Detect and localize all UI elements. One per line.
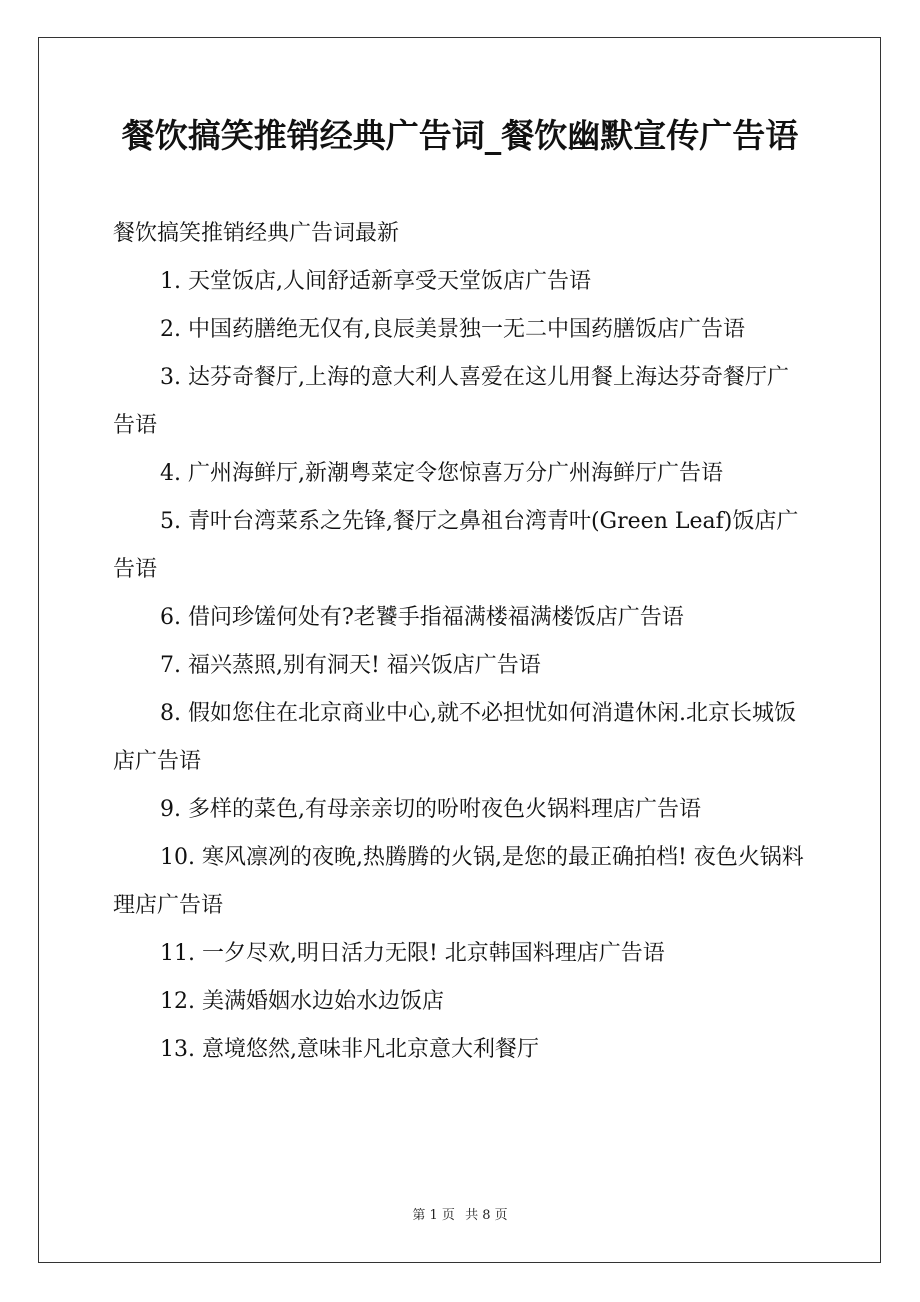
intro-paragraph: 餐饮搞笑推销经典广告词最新	[113, 221, 400, 246]
document-body	[113, 210, 810, 1074]
list-item: 11. 一夕尽欢,明日活力无限! 北京韩国料理店广告语	[160, 941, 665, 966]
list-item: 1. 天堂饭店,人间舒适新享受天堂饭店广告语	[160, 269, 591, 294]
list-item: 12. 美满婚姻水边始水边饭店	[160, 989, 444, 1014]
page-footer	[0, 1207, 920, 1225]
list-item: 9. 多样的菜色,有母亲亲切的吩咐夜色火锅料理店广告语	[160, 797, 701, 822]
document-title: 餐饮搞笑推销经典广告词_餐饮幽默宣传广告语	[121, 116, 799, 155]
list-item: 3. 达芬奇餐厅,上海的意大利人喜爱在这儿用餐上海达芬奇餐厅广告语	[113, 365, 789, 438]
list-item: 13. 意境悠然,意味非凡北京意大利餐厅	[160, 1037, 539, 1062]
list-item: 7. 福兴蒸照,别有洞天! 福兴饭店广告语	[160, 653, 541, 678]
page-number: 第 1 页	[412, 1208, 455, 1223]
list-item: 2. 中国药膳绝无仅有,良辰美景独一无二中国药膳饭店广告语	[160, 317, 745, 342]
list-item: 5. 青叶台湾菜系之先锋,餐厅之鼻祖台湾青叶(Green Leaf)饭店广告语	[113, 509, 799, 582]
list-item: 4. 广州海鲜厅,新潮粤菜定令您惊喜万分广州海鲜厅广告语	[160, 461, 723, 486]
list-item: 8. 假如您住在北京商业中心,就不必担忧如何消遣休闲.北京长城饭店广告语	[113, 701, 796, 774]
list-item: 10. 寒风凛冽的夜晚,热腾腾的火锅,是您的最正确拍档! 夜色火锅料理店广告语	[113, 845, 804, 918]
list-item: 6. 借问珍馐何处有?老饕手指福满楼福满楼饭店广告语	[160, 605, 684, 630]
page-total: 共 8 页	[465, 1208, 508, 1223]
